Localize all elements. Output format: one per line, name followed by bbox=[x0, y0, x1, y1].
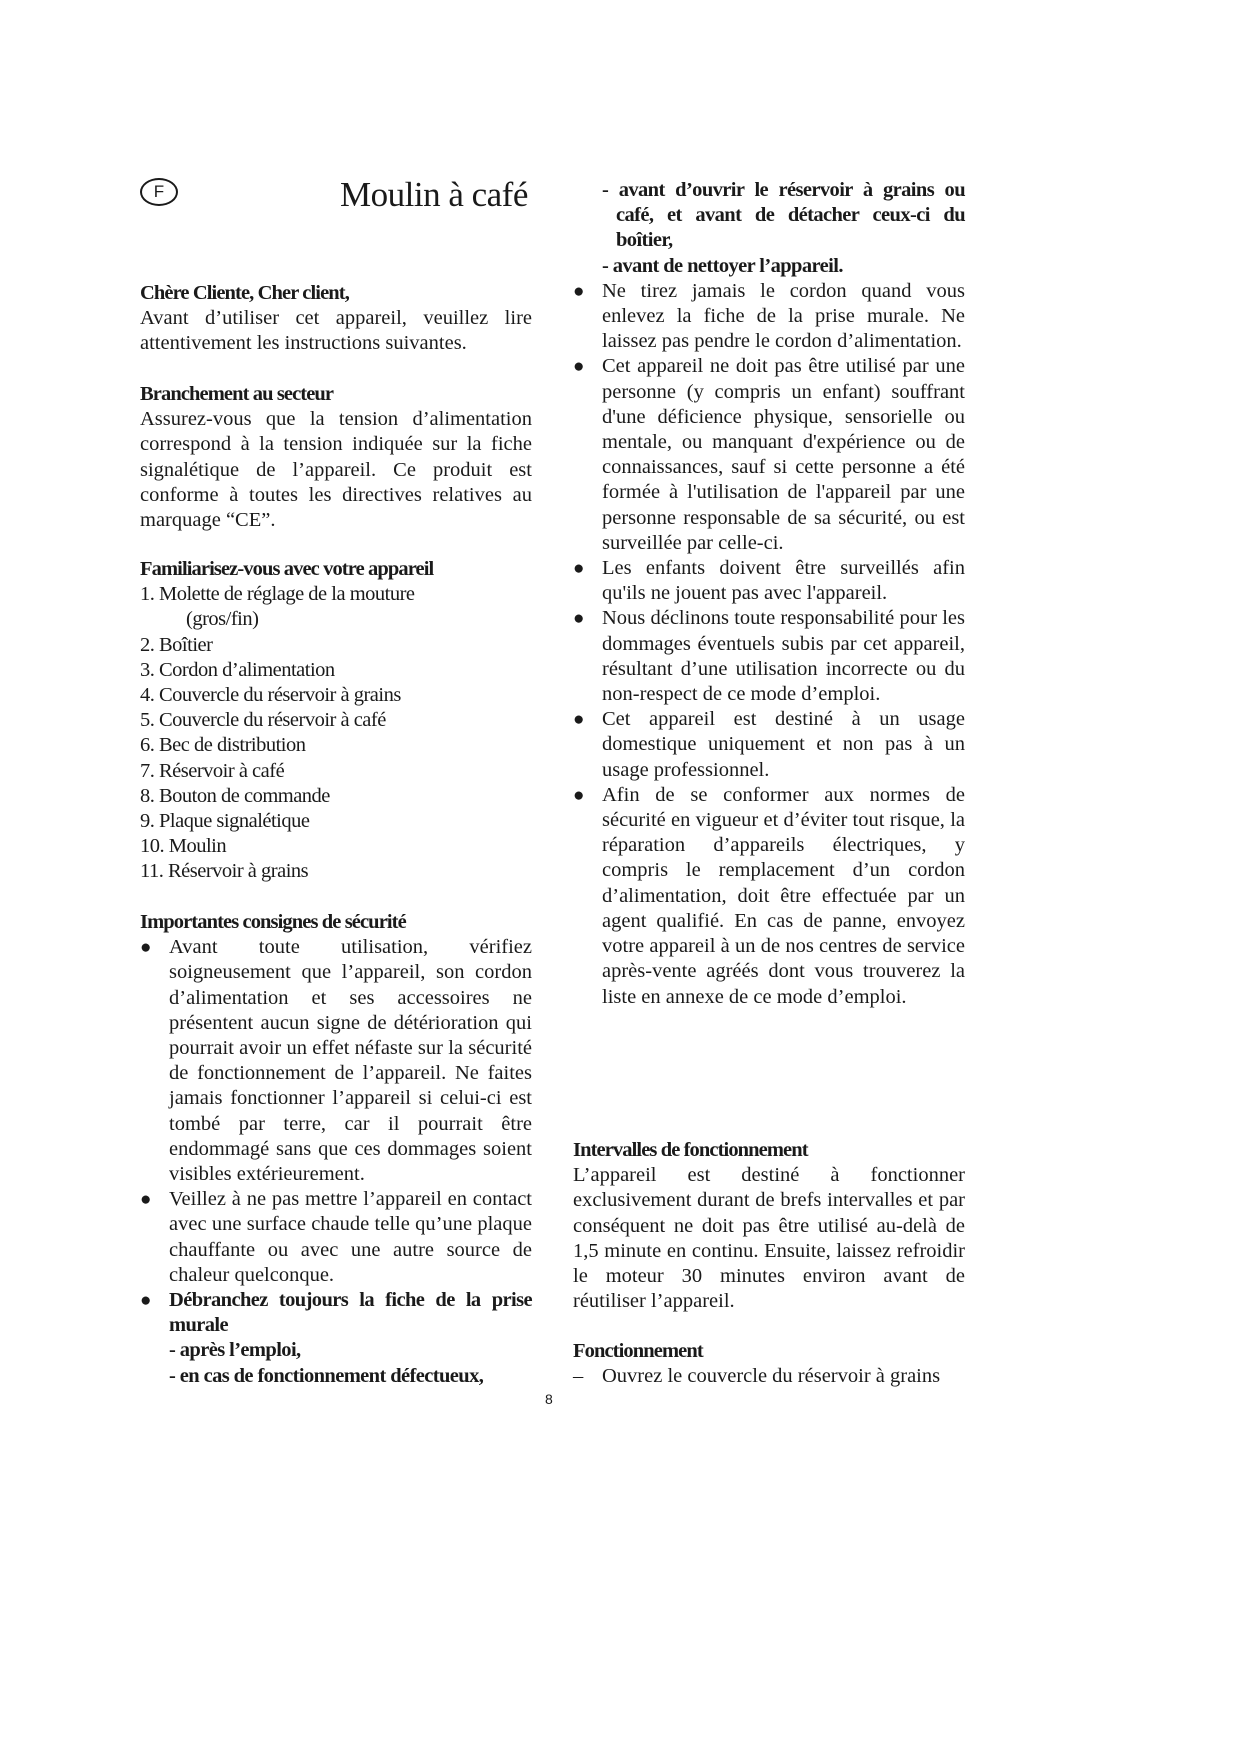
parts-item: 2. Boîtier bbox=[140, 633, 213, 656]
intervals-heading: Intervalles de fonctionnement bbox=[573, 1139, 808, 1161]
safety-bullet-3: ● Débranchez toujours la fiche de la prise murale bbox=[140, 1288, 532, 1338]
parts-item: 8. Bouton de commande bbox=[140, 784, 330, 807]
intervals-section bbox=[573, 1138, 965, 1314]
safety-sub-item: - avant de nettoyer l’appareil. bbox=[602, 254, 843, 277]
safety-bullet-7: ● Nous déclinons toute responsabilité pour les dommages éventuels subis par cet appareil, résultant d’une utilisation incorrecte ou du non-respect de ce mode d’emploi. bbox=[573, 606, 965, 707]
safety-heading: Importantes consignes de sécurité bbox=[140, 911, 406, 933]
safety-sub-item: - après l’emploi, bbox=[169, 1339, 301, 1362]
safety-bullet-9: ● Afin de se conformer aux normes de sécurité en vigueur et d’éviter tout risque, la réparation d’appareils électriques, y compris le remplacement d’un cordon d’alimentation, doit être effectuée par un agent qualifié. En cas de panne, envoyez votre appareil à un de nos centres de service après-vente agréés dont vous trouverez la liste en annexe de ce mode d’emploi. bbox=[573, 783, 965, 1010]
intervals-text: L’appareil est destiné à fonctionner exclusivement durant de brefs intervalles et par conséquent ne doit pas être utilisé au-delà de 1,5 minute en continu. Ensuite, laissez refroidir le moteur 30 minutes environ avant de réutiliser l’appareil. bbox=[573, 1164, 965, 1313]
parts-item: 6. Bec de distribution bbox=[140, 734, 306, 757]
language-badge: F bbox=[140, 178, 178, 206]
parts-heading: Familiarisez-vous avec votre appareil bbox=[140, 558, 434, 580]
parts-item: 4. Couvercle du réservoir à grains bbox=[140, 684, 401, 707]
safety-bullet-8: ● Cet appareil est destiné à un usage domestique uniquement et non pas à un usage professionnel. bbox=[573, 707, 965, 783]
greeting-heading: Chère Cliente, Cher client, bbox=[140, 282, 349, 304]
safety-bullet-4: ● Ne tirez jamais le cordon quand vous enlevez la fiche de la prise murale. Ne laissez pas pendre le cordon d’alimentation. bbox=[573, 279, 965, 355]
parts-item: 3. Cordon d’alimentation bbox=[140, 658, 335, 681]
parts-item: 11. Réservoir à grains bbox=[140, 860, 309, 883]
operation-heading: Fonctionnement bbox=[573, 1340, 703, 1362]
safety-sub-item: - en cas de fonctionnement défectueux, bbox=[169, 1364, 484, 1387]
mains-section bbox=[140, 382, 532, 533]
operation-section bbox=[573, 1339, 965, 1389]
parts-item: 10. Moulin bbox=[140, 835, 227, 858]
safety-sub-item: - avant d’ouvrir le réservoir à grains ou café, et avant de détacher ceux-ci du boîtier, bbox=[602, 179, 965, 252]
safety-continued bbox=[573, 178, 965, 1010]
mains-heading: Branchement au secteur bbox=[140, 383, 334, 405]
safety-bullet-1: ● Avant toute utilisation, vérifiez soigneusement que l’appareil, son cordon d’alimentation et ses accessoires ne présentent aucun signe de détérioration qui pourrait avoir un effet néfaste sur la sécurité de fonctionnement de l’appareil. Ne faites jamais fonctionner l’appareil si celui-ci est tombé par terre, car il pourrait être endommagé sans que ces dommages soient visibles extérieurement. bbox=[140, 935, 532, 1187]
parts-item-1-cont: (gros/fin) bbox=[186, 608, 259, 631]
greeting-text: Avant d’utiliser cet appareil, veuillez lire attentivement les instructions suivantes. bbox=[140, 307, 532, 355]
page-title: Moulin à café bbox=[340, 175, 528, 214]
page-number: 8 bbox=[545, 1391, 553, 1407]
parts-item: 7. Réservoir à café bbox=[140, 759, 285, 782]
parts-item: 5. Couvercle du réservoir à café bbox=[140, 709, 386, 732]
operation-step-1: – Ouvrez le couvercle du réservoir à grains bbox=[573, 1364, 965, 1389]
safety-bullet-2: ● Veillez à ne pas mettre l’appareil en contact avec une surface chaude telle qu’une plaque chauffante ou avec une autre source de chaleur quelconque. bbox=[140, 1187, 532, 1288]
parts-item-1: 1. Molette de réglage de la mouture bbox=[140, 583, 415, 606]
parts-item: 9. Plaque signalétique bbox=[140, 810, 310, 833]
parts-section bbox=[140, 557, 532, 885]
safety-bullet-5: ● Cet appareil ne doit pas être utilisé par une personne (y compris un enfant) souffrant d'une déficience physique, sensorielle ou mentale, ou manquant d'expérience ou de connaissances, sauf si cette personne a été formée à l'utilisation de l'appareil par une personne responsable de sa sécurité, ou est surveillée par celle-ci. bbox=[573, 354, 965, 556]
greeting-section bbox=[140, 281, 532, 357]
mains-text: Assurez-vous que la tension d’alimentation correspond à la tension indiquée sur la fiche signalétique de l’appareil. Ce produit est conforme à toutes les directives relatives au marquage “CE”. bbox=[140, 408, 532, 532]
safety-section bbox=[140, 910, 532, 1389]
safety-bullet-6: ● Les enfants doivent être surveillés afin qu'ils ne jouent pas avec l'appareil. bbox=[573, 556, 965, 606]
